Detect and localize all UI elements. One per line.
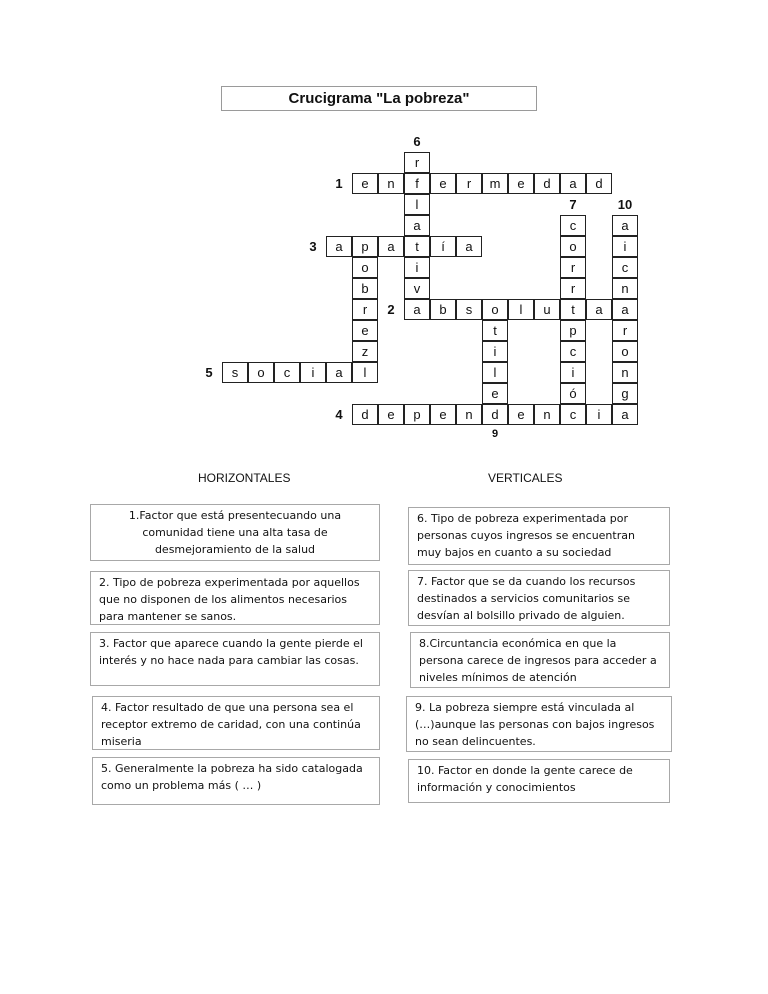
crossword-cell: s [222, 362, 248, 383]
crossword-cell: i [300, 362, 326, 383]
crossword-cell: c [560, 404, 586, 425]
crossword-cell: p [404, 404, 430, 425]
crossword-cell: r [352, 299, 378, 320]
crossword-cell: e [352, 173, 378, 194]
clue-vertical-8: 8.Circuntancia económica en que la persona carece de ingresos para acceder a niveles mínimos de atención [410, 632, 670, 688]
crossword-cell: n [378, 173, 404, 194]
horizontales-heading: HORIZONTALES [198, 471, 291, 485]
clue-number-6: 6 [413, 134, 421, 149]
crossword-cell: o [248, 362, 274, 383]
crossword-cell: o [612, 341, 638, 362]
crossword-cell: f [404, 173, 430, 194]
clue-horizontal-3: 3. Factor que aparece cuando la gente pierde el interés y no hace nada para cambiar las cosas. [90, 632, 380, 686]
clue-vertical-10: 10. Factor en donde la gente carece de información y conocimientos [408, 759, 670, 803]
crossword-cell: e [482, 383, 508, 404]
crossword-cell: e [508, 404, 534, 425]
page-title: Crucigrama "La pobreza" [221, 86, 537, 111]
crossword-cell: n [612, 362, 638, 383]
crossword-cell: a [612, 299, 638, 320]
crossword-cell: o [560, 236, 586, 257]
clue-horizontal-4: 4. Factor resultado de que una persona sea el receptor extremo de caridad, con una continúa miseria [92, 696, 380, 750]
crossword-cell: e [430, 173, 456, 194]
crossword-cell: z [352, 341, 378, 362]
crossword-cell: n [612, 278, 638, 299]
crossword-grid [0, 0, 768, 450]
crossword-cell: s [456, 299, 482, 320]
crossword-cell: i [560, 362, 586, 383]
crossword-cell: í [430, 236, 456, 257]
crossword-cell: c [560, 215, 586, 236]
crossword-cell: r [404, 152, 430, 173]
crossword-cell: e [352, 320, 378, 341]
crossword-cell: a [560, 173, 586, 194]
clue-horizontal-5: 5. Generalmente la pobreza ha sido catalogada como un problema más ( … ) [92, 757, 380, 805]
crossword-cell: e [378, 404, 404, 425]
crossword-cell: c [560, 341, 586, 362]
clue-vertical-9: 9. La pobreza siempre está vinculada al (…)aunque las personas con bajos ingresos no sean delincuentes. [406, 696, 672, 752]
clue-number-2: 2 [387, 302, 395, 317]
clue-vertical-6: 6. Tipo de pobreza experimentada por personas cuyos ingresos se encuentran muy bajos en cuanto a su sociedad [408, 507, 670, 565]
crossword-cell: d [352, 404, 378, 425]
clue-number-9: 9 [491, 428, 499, 440]
crossword-cell: r [560, 278, 586, 299]
clue-number-10: 10 [617, 197, 633, 212]
crossword-cell: l [404, 194, 430, 215]
crossword-cell: r [560, 257, 586, 278]
crossword-cell: d [534, 173, 560, 194]
crossword-cell: a [612, 215, 638, 236]
crossword-cell: i [404, 257, 430, 278]
crossword-cell: l [508, 299, 534, 320]
crossword-cell: v [404, 278, 430, 299]
crossword-cell: a [456, 236, 482, 257]
crossword-cell: n [534, 404, 560, 425]
clue-number-3: 3 [309, 239, 317, 254]
crossword-cell: b [430, 299, 456, 320]
clue-horizontal-2: 2. Tipo de pobreza experimentada por aquellos que no disponen de los alimentos necesarios para mantener se sanos. [90, 571, 380, 625]
crossword-cell: t [482, 320, 508, 341]
crossword-cell: i [586, 404, 612, 425]
crossword-cell: b [352, 278, 378, 299]
crossword-cell: r [456, 173, 482, 194]
crossword-cell: p [560, 320, 586, 341]
crossword-cell: o [482, 299, 508, 320]
crossword-cell: l [352, 362, 378, 383]
crossword-cell: a [404, 299, 430, 320]
clue-number-1: 1 [335, 176, 343, 191]
crossword-cell: m [482, 173, 508, 194]
crossword-cell: e [508, 173, 534, 194]
clue-horizontal-1: 1.Factor que está presentecuando una comunidad tiene una alta tasa de desmejoramiento de la salud [90, 504, 380, 561]
crossword-cell: a [326, 362, 352, 383]
crossword-cell: d [586, 173, 612, 194]
crossword-cell: o [352, 257, 378, 278]
crossword-cell: d [482, 404, 508, 425]
crossword-cell: p [352, 236, 378, 257]
crossword-cell: i [612, 236, 638, 257]
crossword-cell: l [482, 362, 508, 383]
crossword-cell: u [534, 299, 560, 320]
crossword-cell: a [612, 404, 638, 425]
crossword-cell: t [404, 236, 430, 257]
crossword-cell: t [560, 299, 586, 320]
clue-number-4: 4 [335, 407, 343, 422]
crossword-cell: c [274, 362, 300, 383]
clue-vertical-7: 7. Factor que se da cuando los recursos destinados a servicios comunitarios se desvían al bolsillo privado de alguien. [408, 570, 670, 626]
crossword-cell: g [612, 383, 638, 404]
crossword-cell: a [404, 215, 430, 236]
clue-number-7: 7 [569, 197, 577, 212]
crossword-cell: e [430, 404, 456, 425]
crossword-cell: a [326, 236, 352, 257]
crossword-cell: ó [560, 383, 586, 404]
verticales-heading: VERTICALES [488, 471, 563, 485]
crossword-cell: a [586, 299, 612, 320]
crossword-cell: c [612, 257, 638, 278]
crossword-cell: n [456, 404, 482, 425]
clue-number-5: 5 [205, 365, 213, 380]
crossword-cell: i [482, 341, 508, 362]
crossword-cell: r [612, 320, 638, 341]
crossword-cell: a [378, 236, 404, 257]
